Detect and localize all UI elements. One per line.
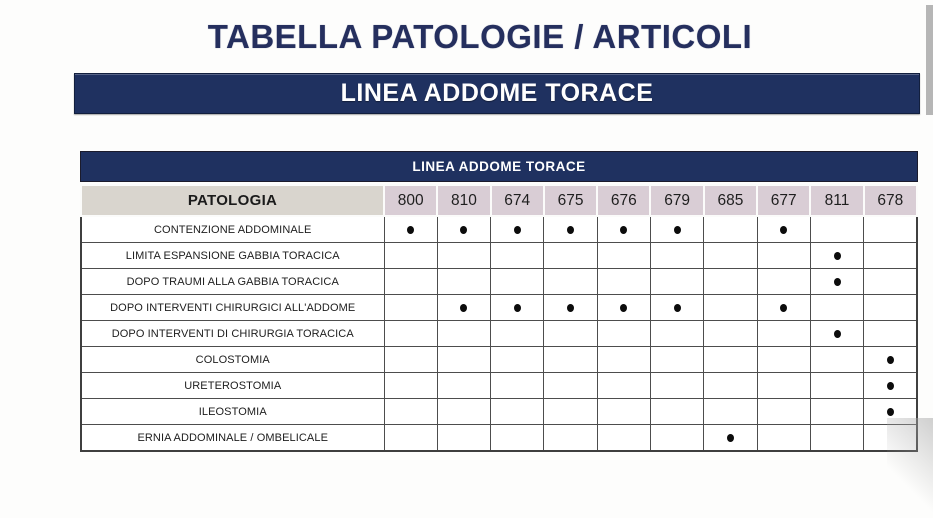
dot-marker	[620, 304, 627, 312]
pathology-cell: DOPO TRAUMI ALLA GABBIA TORACICA	[81, 269, 384, 295]
pathology-cell: CONTENZIONE ADDOMINALE	[81, 216, 384, 243]
scan-edge-artifact	[926, 5, 933, 115]
pathology-cell: ERNIA ADDOMINALE / OMBELICALE	[81, 425, 384, 452]
dot-cell	[810, 216, 863, 243]
dot-cell	[757, 295, 810, 321]
article-code-header: 675	[544, 185, 597, 216]
dot-cell	[810, 425, 863, 452]
dot-cell	[864, 269, 917, 295]
dot-marker	[780, 226, 787, 234]
dot-cell	[597, 399, 650, 425]
dot-cell	[650, 321, 703, 347]
table-row	[81, 373, 917, 399]
table-row	[81, 399, 917, 425]
dot-cell	[491, 269, 544, 295]
pathology-cell: DOPO INTERVENTI CHIRURGICI ALL'ADDOME	[81, 295, 384, 321]
line-banner	[74, 73, 920, 114]
dot-cell	[757, 425, 810, 452]
dot-cell	[864, 321, 917, 347]
table-row	[81, 243, 917, 269]
dot-cell	[437, 269, 490, 295]
dot-cell	[864, 243, 917, 269]
dot-marker	[727, 434, 734, 442]
table-row	[81, 425, 917, 452]
article-code-header: 678	[864, 185, 917, 216]
dot-cell	[650, 216, 703, 243]
table-row	[81, 269, 917, 295]
table-row	[81, 295, 917, 321]
dot-cell	[437, 425, 490, 452]
dot-cell	[544, 425, 597, 452]
table-row	[81, 216, 917, 243]
dot-cell	[437, 321, 490, 347]
dot-cell	[384, 216, 437, 243]
dot-cell	[384, 425, 437, 452]
dot-cell	[491, 399, 544, 425]
dot-cell	[704, 243, 757, 269]
dot-cell	[864, 373, 917, 399]
dot-cell	[704, 269, 757, 295]
dot-cell	[491, 243, 544, 269]
dot-cell	[650, 269, 703, 295]
pathology-cell: COLOSTOMIA	[81, 347, 384, 373]
dot-cell	[650, 243, 703, 269]
dot-cell	[650, 399, 703, 425]
dot-cell	[544, 269, 597, 295]
dot-cell	[491, 425, 544, 452]
dot-cell	[437, 347, 490, 373]
pathology-cell: DOPO INTERVENTI DI CHIRURGIA TORACICA	[81, 321, 384, 347]
dot-cell	[597, 269, 650, 295]
dot-cell	[437, 295, 490, 321]
article-code-header: 685	[704, 185, 757, 216]
dot-cell	[384, 269, 437, 295]
dot-marker	[834, 330, 841, 338]
dot-cell	[384, 243, 437, 269]
dot-cell	[384, 347, 437, 373]
table-row	[81, 347, 917, 373]
line-banner-label: LINEA ADDOME TORACE	[340, 79, 654, 107]
dot-cell	[544, 243, 597, 269]
dot-cell	[810, 269, 863, 295]
dot-cell	[437, 243, 490, 269]
dot-cell	[757, 347, 810, 373]
dot-cell	[810, 347, 863, 373]
dot-cell	[704, 373, 757, 399]
pathology-cell: ILEOSTOMIA	[81, 399, 384, 425]
dot-cell	[757, 321, 810, 347]
dot-cell	[810, 243, 863, 269]
dot-cell	[757, 269, 810, 295]
dot-marker	[620, 226, 627, 234]
dot-cell	[384, 295, 437, 321]
dot-cell	[597, 243, 650, 269]
dot-cell	[491, 321, 544, 347]
dot-cell	[597, 347, 650, 373]
article-code-header: 677	[757, 185, 810, 216]
dot-marker	[834, 278, 841, 286]
dot-cell	[437, 216, 490, 243]
dot-marker	[514, 226, 521, 234]
dot-marker	[780, 304, 787, 312]
table-body	[81, 216, 917, 451]
pathology-articles-table	[80, 151, 918, 452]
dot-cell	[437, 399, 490, 425]
dot-cell	[544, 295, 597, 321]
dot-marker	[460, 304, 467, 312]
dot-cell	[597, 373, 650, 399]
dot-cell	[384, 399, 437, 425]
dot-marker	[567, 226, 574, 234]
dot-cell	[597, 295, 650, 321]
dot-cell	[491, 347, 544, 373]
dot-cell	[650, 425, 703, 452]
dot-cell	[704, 321, 757, 347]
dot-cell	[491, 295, 544, 321]
article-code-header: 676	[597, 185, 650, 216]
dot-cell	[810, 295, 863, 321]
article-code-header: 810	[437, 185, 490, 216]
dot-cell	[650, 347, 703, 373]
dot-marker	[514, 304, 521, 312]
page-title: TABELLA PATOLOGIE / ARTICOLI	[207, 18, 753, 55]
dot-cell	[704, 399, 757, 425]
dot-marker	[567, 304, 574, 312]
pathology-cell: LIMITA ESPANSIONE GABBIA TORACICA	[81, 243, 384, 269]
dot-cell	[491, 373, 544, 399]
dot-cell	[544, 347, 597, 373]
dot-cell	[437, 373, 490, 399]
dot-marker	[834, 252, 841, 260]
article-code-header: 811	[810, 185, 863, 216]
dot-cell	[704, 216, 757, 243]
table-caption: LINEA ADDOME TORACE	[80, 151, 918, 182]
dot-marker	[887, 356, 894, 364]
dot-cell	[544, 321, 597, 347]
dot-marker	[887, 408, 894, 416]
article-code-header: 800	[384, 185, 437, 216]
dot-marker	[674, 226, 681, 234]
dot-cell	[650, 295, 703, 321]
dot-cell	[544, 373, 597, 399]
pathology-column-header: PATOLOGIA	[81, 185, 384, 216]
table-row	[81, 321, 917, 347]
dot-cell	[757, 399, 810, 425]
header-row	[81, 185, 917, 216]
dot-marker	[887, 382, 894, 390]
article-code-header: 679	[650, 185, 703, 216]
dot-cell	[650, 373, 703, 399]
dot-marker	[460, 226, 467, 234]
dot-cell	[384, 373, 437, 399]
dot-cell	[597, 425, 650, 452]
dot-cell	[757, 216, 810, 243]
dot-cell	[704, 295, 757, 321]
dot-cell	[864, 347, 917, 373]
dot-cell	[704, 425, 757, 452]
article-code-header: 674	[491, 185, 544, 216]
dot-cell	[864, 216, 917, 243]
dot-cell	[597, 321, 650, 347]
dot-cell	[757, 373, 810, 399]
dot-cell	[810, 399, 863, 425]
dot-marker	[407, 226, 414, 234]
pathology-cell: URETEROSTOMIA	[81, 373, 384, 399]
dot-cell	[544, 216, 597, 243]
dot-cell	[704, 347, 757, 373]
pathology-matrix	[80, 184, 918, 452]
dot-cell	[491, 216, 544, 243]
scan-corner-shade	[887, 418, 933, 518]
dot-cell	[384, 321, 437, 347]
dot-cell	[757, 243, 810, 269]
dot-cell	[810, 373, 863, 399]
dot-cell	[597, 216, 650, 243]
dot-marker	[674, 304, 681, 312]
dot-cell	[810, 321, 863, 347]
dot-cell	[544, 399, 597, 425]
dot-cell	[864, 295, 917, 321]
